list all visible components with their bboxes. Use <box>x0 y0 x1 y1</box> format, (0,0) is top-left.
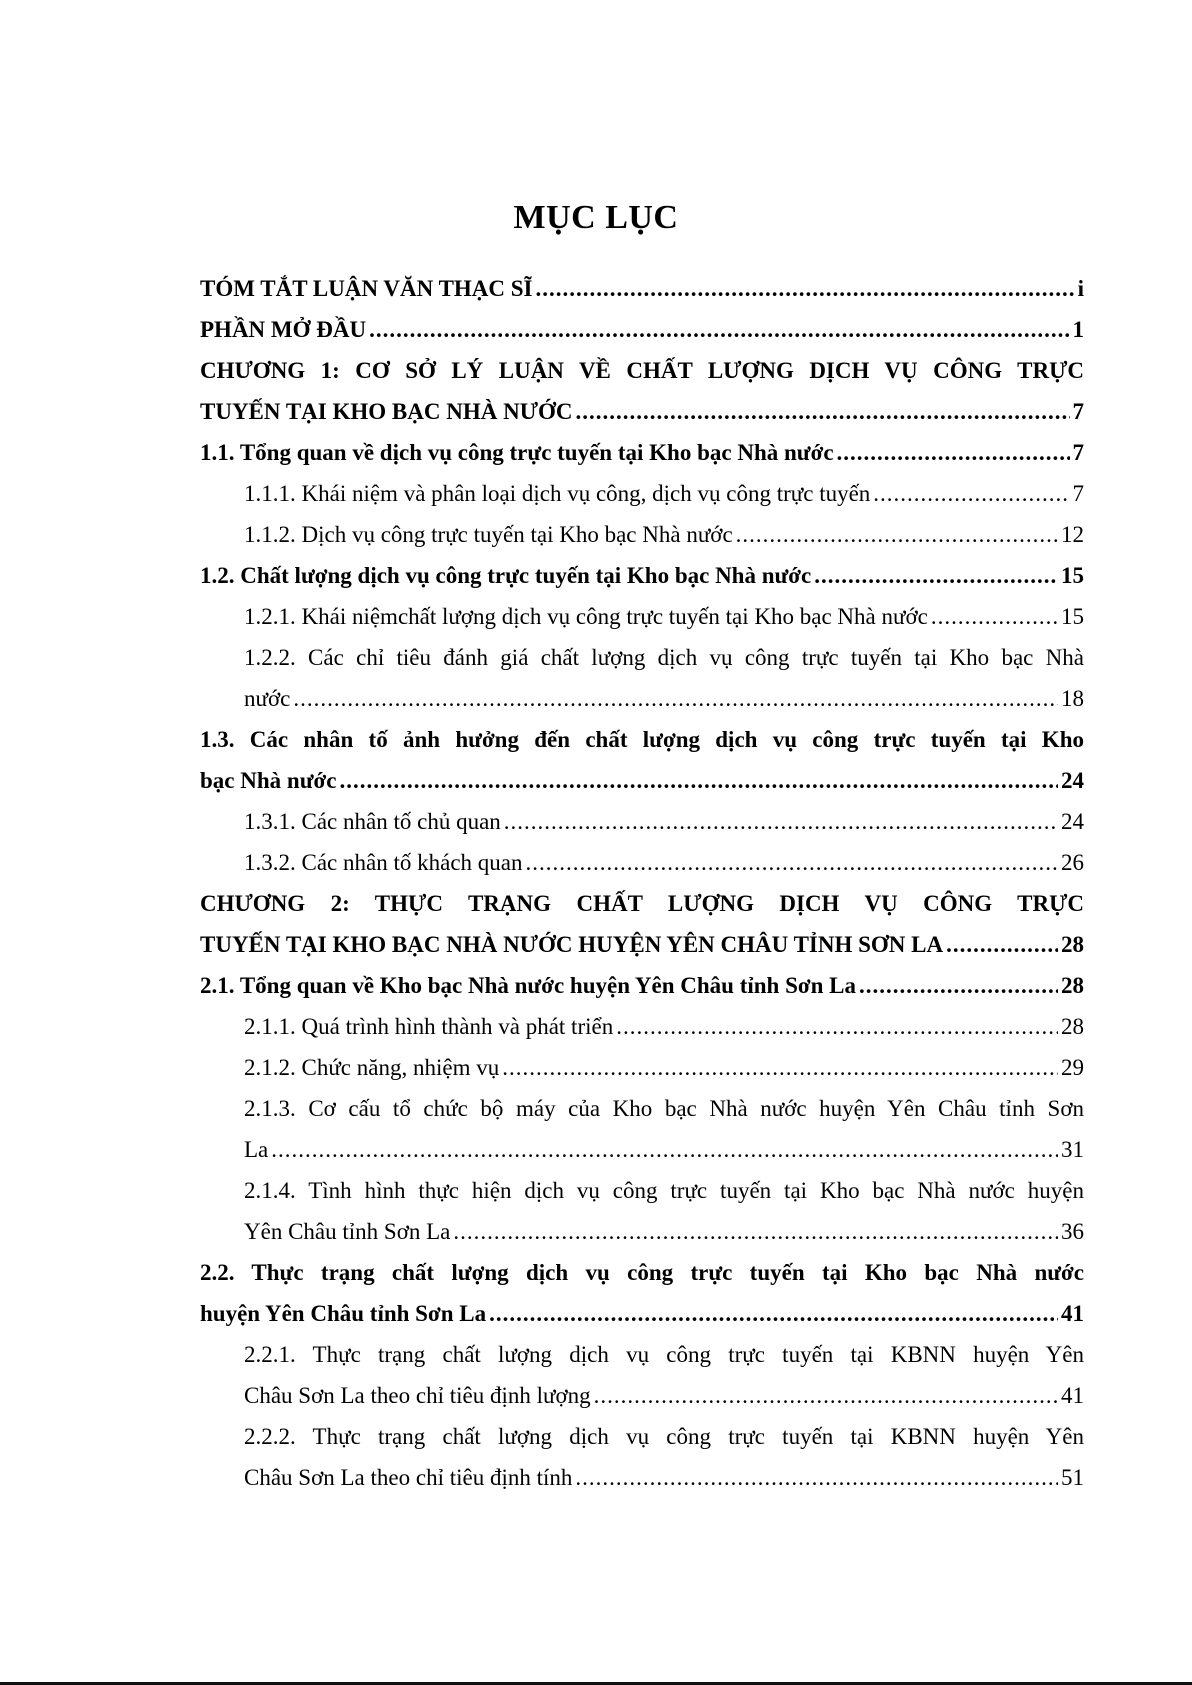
toc-entry-text: 1.1.1. Khái niệm và phân loại dịch vụ công, dịch vụ công trực tuyến <box>244 481 871 506</box>
toc-entry-text: Châu Sơn La theo chỉ tiêu định lượng <box>244 1383 591 1408</box>
toc-entry-text: huyện Yên Châu tỉnh Sơn La <box>200 1301 487 1326</box>
toc-leader-dots <box>271 1129 1058 1170</box>
toc-page-number: 31 <box>1061 1137 1084 1162</box>
toc-entry-text: 1.3. Các nhân tố ảnh hưởng đến chất lượng dịch vụ công trực tuyến tại Kho <box>200 727 1084 752</box>
toc-entry-section-1-3-2[interactable] <box>200 842 1084 883</box>
toc-leader-dots <box>594 1375 1058 1416</box>
toc-entry-text: 2.1.4. Tình hình thực hiện dịch vụ công trực tuyến tại Kho bạc Nhà nước huyện <box>244 1178 1084 1203</box>
toc-entry-text: TUYẾN TẠI KHO BẠC NHÀ NƯỚC <box>200 399 573 424</box>
toc-entry-text: 1.1.2. Dịch vụ công trực tuyến tại Kho bạc Nhà nước <box>244 522 733 547</box>
toc-page-number: 29 <box>1061 1055 1084 1080</box>
toc-entry-section-2-1-4-line-2[interactable] <box>200 1211 1084 1252</box>
toc-leader-dots <box>736 514 1058 555</box>
toc-entry-text: nước <box>244 686 291 711</box>
toc-entry-text: 2.1. Tổng quan về Kho bạc Nhà nước huyện Yên Châu tỉnh Sơn La <box>200 973 856 998</box>
toc-entry-section-2-2-line-2[interactable] <box>200 1293 1084 1334</box>
toc-entry-text: bạc Nhà nước <box>200 768 337 793</box>
toc-entry-text: 1.3.2. Các nhân tố khách quan <box>244 850 523 875</box>
toc-entry-section-2-1[interactable] <box>200 965 1084 1006</box>
toc-leader-dots <box>502 1047 1058 1088</box>
toc-page-number: 7 <box>1072 481 1084 506</box>
toc-entry-section-1-3-line-1[interactable] <box>200 719 1084 760</box>
toc-entry-text: Châu Sơn La theo chỉ tiêu định tính <box>244 1465 573 1490</box>
toc-leader-dots <box>453 1211 1058 1252</box>
toc-entry-section-1-1-2[interactable] <box>200 514 1084 555</box>
toc-leader-dots <box>575 1457 1058 1498</box>
toc-entry-section-1-2-2-line-2[interactable] <box>200 678 1084 719</box>
toc-entry-text: La <box>244 1137 269 1162</box>
toc-page-number: 28 <box>1061 973 1084 998</box>
toc-leader-dots <box>946 924 1058 965</box>
toc-entry-text: 1.2.2. Các chỉ tiêu đánh giá chất lượng dịch vụ công trực tuyến tại Kho bạc Nhà <box>244 645 1084 670</box>
toc-entry-text: 1.3.1. Các nhân tố chủ quan <box>244 809 501 834</box>
toc-entry-text: 2.2.2. Thực trạng chất lượng dịch vụ công trực tuyến tại KBNN huyện Yên <box>244 1424 1084 1449</box>
toc-entry-text: CHƯƠNG 1: CƠ SỞ LÝ LUẬN VỀ CHẤT LƯỢNG DỊCH VỤ CÔNG TRỰC <box>200 358 1084 383</box>
toc-leader-dots <box>489 1293 1058 1334</box>
toc-page-number: 7 <box>1072 440 1084 465</box>
toc-entry-section-2-2-2-line-1[interactable] <box>200 1416 1084 1457</box>
toc-entry-section-2-2-1-line-2[interactable] <box>200 1375 1084 1416</box>
toc-entry-section-1-1[interactable] <box>200 432 1084 473</box>
toc-entry-text: 1.2. Chất lượng dịch vụ công trực tuyến tại Kho bạc Nhà nước <box>200 563 812 588</box>
toc-page-number: 1 <box>1072 317 1084 342</box>
toc-page-number: 28 <box>1061 1014 1084 1039</box>
toc-entry-section-2-1-3-line-2[interactable] <box>200 1129 1084 1170</box>
toc-page-number: 36 <box>1061 1219 1084 1244</box>
toc-entry-text: Yên Châu tỉnh Sơn La <box>244 1219 451 1244</box>
toc-page-number: 41 <box>1061 1383 1084 1408</box>
toc-entry-text: 2.2. Thực trạng chất lượng dịch vụ công trực tuyến tại Kho bạc Nhà nước <box>200 1260 1084 1285</box>
toc-entry-section-1-1-1[interactable] <box>200 473 1084 514</box>
toc-entry-section-2-1-4-line-1[interactable] <box>200 1170 1084 1211</box>
toc-leader-dots <box>837 432 1070 473</box>
toc-entry-text: CHƯƠNG 2: THỰC TRẠNG CHẤT LƯỢNG DỊCH VỤ CÔNG TRỰC <box>200 891 1084 916</box>
toc-entry-section-1-2[interactable] <box>200 555 1084 596</box>
toc-entry-section-2-1-2[interactable] <box>200 1047 1084 1088</box>
toc-entry-section-1-2-2-line-1[interactable] <box>200 637 1084 678</box>
toc-page-number: i <box>1077 276 1084 301</box>
toc-page-number: 18 <box>1061 686 1084 711</box>
toc-entry-text: 1.1. Tổng quan về dịch vụ công trực tuyến tại Kho bạc Nhà nước <box>200 440 834 465</box>
toc-entry-text: TUYẾN TẠI KHO BẠC NHÀ NƯỚC HUYỆN YÊN CHÂU TỈNH SƠN LA <box>200 932 944 957</box>
toc-leader-dots <box>504 801 1058 842</box>
toc-page-number: 24 <box>1061 768 1084 793</box>
toc-page-number: 12 <box>1061 522 1084 547</box>
toc-entry-section-2-2-line-1[interactable] <box>200 1252 1084 1293</box>
toc-leader-dots <box>536 268 1075 309</box>
toc-page-number: 15 <box>1061 563 1084 588</box>
toc-entry-text: TÓM TẮT LUẬN VĂN THẠC SĨ <box>200 276 533 301</box>
toc-leader-dots <box>293 678 1058 719</box>
toc-entry-section-2-1-3-line-1[interactable] <box>200 1088 1084 1129</box>
table-of-contents <box>200 268 1084 1498</box>
toc-entry-text: 2.2.1. Thực trạng chất lượng dịch vụ công trực tuyến tại KBNN huyện Yên <box>244 1342 1084 1367</box>
toc-leader-dots <box>931 596 1058 637</box>
toc-entry-chapter-1-line-1[interactable] <box>200 350 1084 391</box>
toc-page-number: 15 <box>1061 604 1084 629</box>
toc-leader-dots <box>339 760 1058 801</box>
toc-entry-text: 1.2.1. Khái niệmchất lượng dịch vụ công trực tuyến tại Kho bạc Nhà nước <box>244 604 928 629</box>
toc-entry-section-1-2-1[interactable] <box>200 596 1084 637</box>
page-title: MỤC LỤC <box>513 199 679 236</box>
toc-entry-text: 2.1.1. Quá trình hình thành và phát triển <box>244 1014 614 1039</box>
toc-leader-dots <box>859 965 1058 1006</box>
toc-entry-chapter-2-line-1[interactable] <box>200 883 1084 924</box>
toc-page-number: 7 <box>1072 399 1084 424</box>
toc-leader-dots <box>616 1006 1058 1047</box>
toc-page-number: 28 <box>1061 932 1084 957</box>
toc-page-number: 26 <box>1061 850 1084 875</box>
toc-entry-section-2-1-1[interactable] <box>200 1006 1084 1047</box>
toc-entry-text: PHẦN MỞ ĐẦU <box>200 317 367 342</box>
toc-entry-text: 2.1.2. Chức năng, nhiệm vụ <box>244 1055 500 1080</box>
toc-entry-text: 2.1.3. Cơ cấu tổ chức bộ máy của Kho bạc Nhà nước huyện Yên Châu tỉnh Sơn <box>244 1096 1084 1121</box>
toc-entry-section-2-2-2-line-2[interactable] <box>200 1457 1084 1498</box>
toc-entry-section-2-2-1-line-1[interactable] <box>200 1334 1084 1375</box>
toc-leader-dots <box>873 473 1069 514</box>
toc-leader-dots <box>814 555 1058 596</box>
toc-leader-dots <box>369 309 1069 350</box>
toc-entry-chapter-2-line-2[interactable] <box>200 924 1084 965</box>
toc-entry-chapter-1-line-2[interactable] <box>200 391 1084 432</box>
toc-page-number: 41 <box>1061 1301 1084 1326</box>
toc-entry-introduction[interactable] <box>200 309 1084 350</box>
toc-entry-section-1-3-line-2[interactable] <box>200 760 1084 801</box>
toc-leader-dots <box>525 842 1058 883</box>
toc-entry-summary[interactable] <box>200 268 1084 309</box>
toc-leader-dots <box>576 391 1070 432</box>
toc-page-number: 51 <box>1061 1465 1084 1490</box>
toc-page-number: 24 <box>1061 809 1084 834</box>
toc-entry-section-1-3-1[interactable] <box>200 801 1084 842</box>
